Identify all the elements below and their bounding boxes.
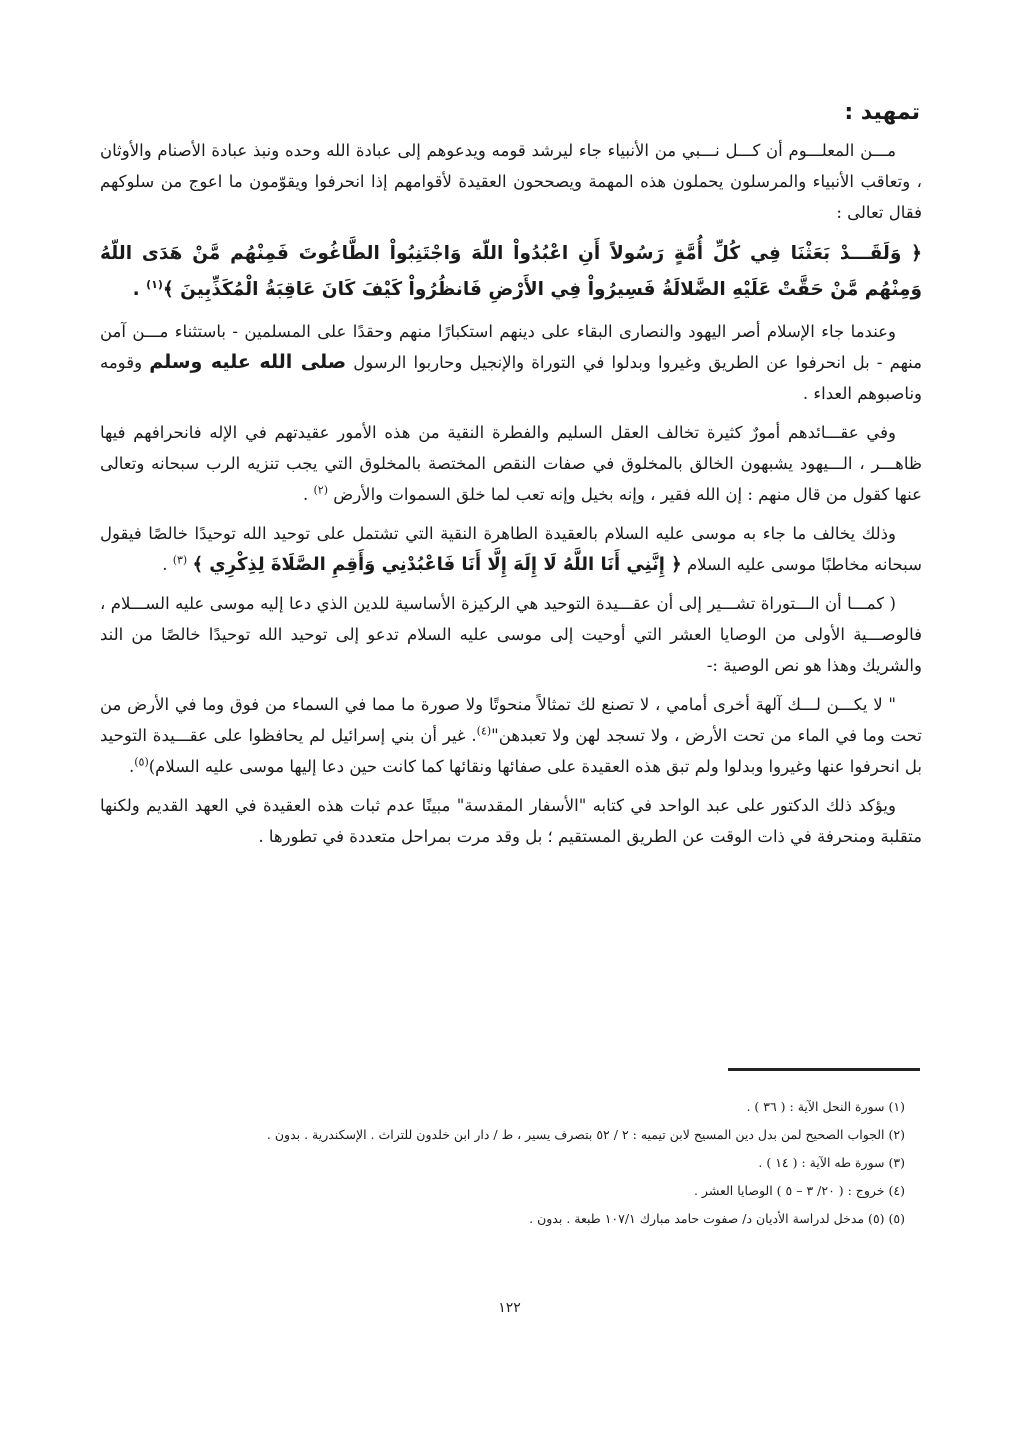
- paragraph-intro: مـــن المعلـــوم أن كـــل نـــبي من الأنبياء جاء ليرشد قومه ويدعوهم إلى عبادة الله وحده ونبذ عبادة الأصنام والأوثان ، وتعاقب الأنبياء والمرسلون يحملون هذه المهمة ويصححون العقيدة لأقوامهم إذا انحرفوا ويقوّمون ما اعوج من سلوكهم فقال تعالى :: [100, 141, 922, 222]
- paragraph-torah: ( كمـــا أن الـــتوراة تشـــير إلى أن عقـــيدة التوحيد هي الركيزة الأساسية للدين الذي دعا إليه موسى عليه الســـلام ، فالوصـــية الأولى من الوصايا العشر التي أوحيت إلى موسى عليه السلام تدعو إلى توحيد الله توحيدًا خالصًا من الند والشريك وهذا هو نص الوصية :-: [100, 594, 922, 675]
- paragraph-conclusion: ويؤكد ذلك الدكتور على عبد الواحد في كتابه "الأسفار المقدسة" مبينًا عدم ثبات هذه العقيدة في العهد القديم ولكنها متقلبة ومنحرفة في ذات الوقت عن الطريق المستقيم ؛ بل وقد مرت بمراحل متعددة في تطورها .: [100, 796, 922, 846]
- footnote-divider: [728, 1068, 920, 1071]
- footnote-ref-2: (٢): [313, 483, 329, 497]
- footnote-item: (٤) خروج : ( ٢٠/ ٣ – ٥ ) الوصايا العشر .: [693, 1183, 905, 1198]
- quran-verse-taha: ﴿ إِنَّنِي أَنَا اللَّهُ لَا إِلَهَ إِلَّا أَنَا فَاعْبُدْنِي وَأَقِمِ الصَّلَاةَ لِذِكْرِي ﴾: [192, 554, 682, 575]
- footnote-ref-4: (٤): [476, 724, 492, 738]
- page-number: ١٢٢: [498, 1300, 521, 1316]
- paragraph-commandment: " لا يكـــن لـــك آلهة أخرى أمامي ، لا تصنع لك تمثالاً منحوتًا ولا صورة ما مما في السماء من فوق وما في الأرض من تحت وما في الماء من تحت الأرض ، ولا تسجد لهن ولا تعبدهن"$^{(٤)}$. غير أن بني إسرائيل لم يحافظوا على عقـــيدة التوحيد بل انحرفوا عنها وغيروا وبدلوا ولم تبق هذه العقيدة على صفائها ونقائها كما كانت حين دعا إليها موسى عليه السلام)$^{(٥)}$.: [100, 695, 922, 776]
- paragraph-moses: وذلك يخالف ما جاء به موسى عليه السلام بالعقيدة الطاهرة النقية التي تشتمل على توحيد الله توحيدًا خالصًا فيقول سبحانه مخاطبًا موسى عليه السلام ﴿ إِنَّنِي أَنَا اللَّهُ لَا إِلَهَ إِلَّا أَنَا فَاعْبُدْنِي وَأَقِمِ الصَّلَاةَ لِذِكْرِي ﴾ $^{(٣)}$ .: [100, 524, 922, 575]
- footnote-ref-5: (٥): [134, 755, 149, 769]
- verse-text: ﴿ وَلَقَـــدْ بَعَثْنَا فِي كُلِّ أُمَّةٍ رَسُولاً أَنِ اعْبُدُواْ اللّهَ وَاجْتَنِبُواْ الطَّاغُوتَ فَمِنْهُم مَّنْ هَدَى اللّهُ وَمِنْهُم مَّنْ حَقَّتْ عَلَيْهِ الضَّلالَةُ فَسِيرُواْ فِي الأَرْضِ فَانظُرُواْ كَيْفَ كَانَ عَاقِبَةُ الْمُكَذِّبِينَ ﴾: [100, 243, 922, 300]
- page-body: [100, 100, 922, 860]
- footnote-ref-3: (٣): [172, 553, 188, 567]
- honorific-phrase: صلى الله عليه وسلم: [149, 351, 347, 373]
- footnote-item: (١) سورة النحل الآية : ( ٣٦ ) .: [746, 1099, 905, 1114]
- footnote-ref-1: (١): [146, 277, 163, 291]
- footnote-item: (٥) (٥) مدخل لدراسة الأديان د/ صفوت حامد مبارك ١٠٧/١ طبعة . بدون .: [529, 1211, 905, 1226]
- quran-verse-nahl: ﴿ وَلَقَـــدْ بَعَثْنَا فِي كُلِّ أُمَّةٍ رَسُولاً أَنِ اعْبُدُواْ اللّهَ وَاجْتَنِبُواْ الطَّاغُوتَ فَمِنْهُم مَّنْ هَدَى اللّهُ وَمِنْهُم مَّنْ حَقَّتْ عَلَيْهِ الضَّلالَةُ فَسِيرُواْ فِي الأَرْضِ فَانظُرُواْ كَيْفَ كَانَ عَاقِبَةُ الْمُكَذِّبِينَ ﴾$^{(١)}$ .: [100, 243, 922, 300]
- paragraph-islam: وعندما جاء الإسلام أصر اليهود والنصارى البقاء على دينهم استكبارًا منهم وحقدًا على المسلمين - باستثناء مـــن آمن منهم - بل انحرفوا عن الطريق وغيروا وبدلوا في التوراة والإنجيل وحاربوا الرسول صلى الله عليه وسلم وقومه وناصبوهم العداء .: [100, 322, 922, 403]
- footnote-item: (٢) الجواب الصحيح لمن بدل دين المسيح لابن تيميه : ٢ / ٥٢ بتصرف يسير ، ط / دار ابن خلدون للتراث . الإسكندرية . بدون .: [266, 1127, 905, 1142]
- footnotes: [150, 1093, 905, 1233]
- footnote-item: (٣) سورة طه الآية : ( ١٤ ) .: [758, 1155, 905, 1170]
- paragraph-beliefs: وفي عقـــائدهم أمورٌ كثيرة تخالف العقل السليم والفطرة النقية من هذه الأمور عقيدتهم في الإله فانحرافهم فيها ظاهـــر ، الـــيهود يشبهون الخالق بالمخلوق في صفات النقص المختصة بالمخلوق التي يجب تنزيه الرب سبحانه وتعالى عنها كقول من قال منهم : إن الله فقير ، وإنه بخيل وإنه تعب لما خلق السموات والأرض $^{(٢)}$ .: [100, 423, 922, 504]
- section-heading: تمهيد :: [844, 100, 920, 125]
